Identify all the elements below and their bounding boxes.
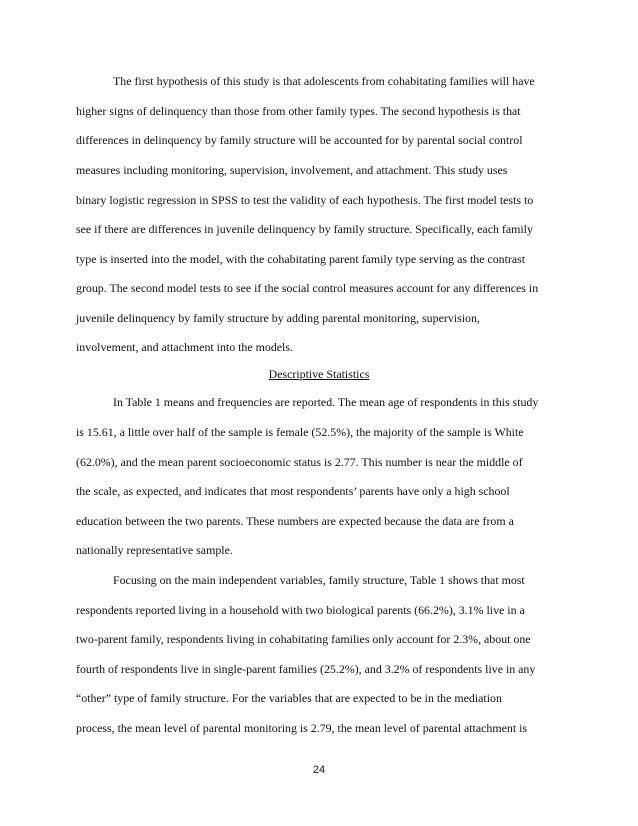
text-line: measures including monitoring, supervision, involvement, and attachment. This study uses — [76, 163, 508, 177]
text-line: involvement, and attachment into the models. — [76, 340, 293, 354]
text-line: type is inserted into the model, with the cohabitating parent family type serving as the contrast — [76, 252, 526, 266]
text-line: In Table 1 means and frequencies are reported. The mean age of respondents in this study — [113, 395, 539, 409]
text-line: binary logistic regression in SPSS to test the validity of each hypothesis. The first model tests to — [76, 193, 534, 207]
text-line: “other” type of family structure. For the variables that are expected to be in the mediation — [76, 691, 502, 705]
text-line: is 15.61, a little over half of the sample is female (52.5%), the majority of the sample is White — [76, 425, 524, 439]
text-line: (62.0%), and the mean parent socioeconomic status is 2.77. This number is near the middle of — [76, 455, 523, 469]
text-line: respondents reported living in a household with two biological parents (66.2%), 3.1% live in a — [76, 603, 525, 617]
text-line: two-parent family, respondents living in cohabitating families only account for 2.3%, about one — [76, 632, 531, 646]
page-number: 24 — [312, 764, 326, 776]
text-line: nationally representative sample. — [76, 543, 233, 557]
text-line: The first hypothesis of this study is that adolescents from cohabitating families will have — [113, 74, 535, 88]
text-line: differences in delinquency by family structure will be accounted for by parental social control — [76, 133, 523, 147]
text-line: group. The second model tests to see if the social control measures account for any differences in — [76, 281, 539, 295]
text-line: fourth of respondents live in single-parent families (25.2%), and 3.2% of respondents live in any — [76, 662, 536, 676]
text-line: process, the mean level of parental monitoring is 2.79, the mean level of parental attachment is — [76, 721, 528, 735]
text-line: education between the two parents. These numbers are expected because the data are from a — [76, 514, 514, 528]
section-heading: Descriptive Statistics — [268, 367, 370, 381]
text-line: see if there are differences in juvenile delinquency by family structure. Specifically, each family — [76, 222, 533, 236]
text-line: Focusing on the main independent variables, family structure, Table 1 shows that most — [113, 573, 525, 587]
text-line: higher signs of delinquency than those from other family types. The second hypothesis is that — [76, 104, 521, 118]
text-line: the scale, as expected, and indicates that most respondents’ parents have only a high school — [76, 484, 510, 498]
text-line: juvenile delinquency by family structure by adding parental monitoring, supervision, — [76, 311, 480, 325]
